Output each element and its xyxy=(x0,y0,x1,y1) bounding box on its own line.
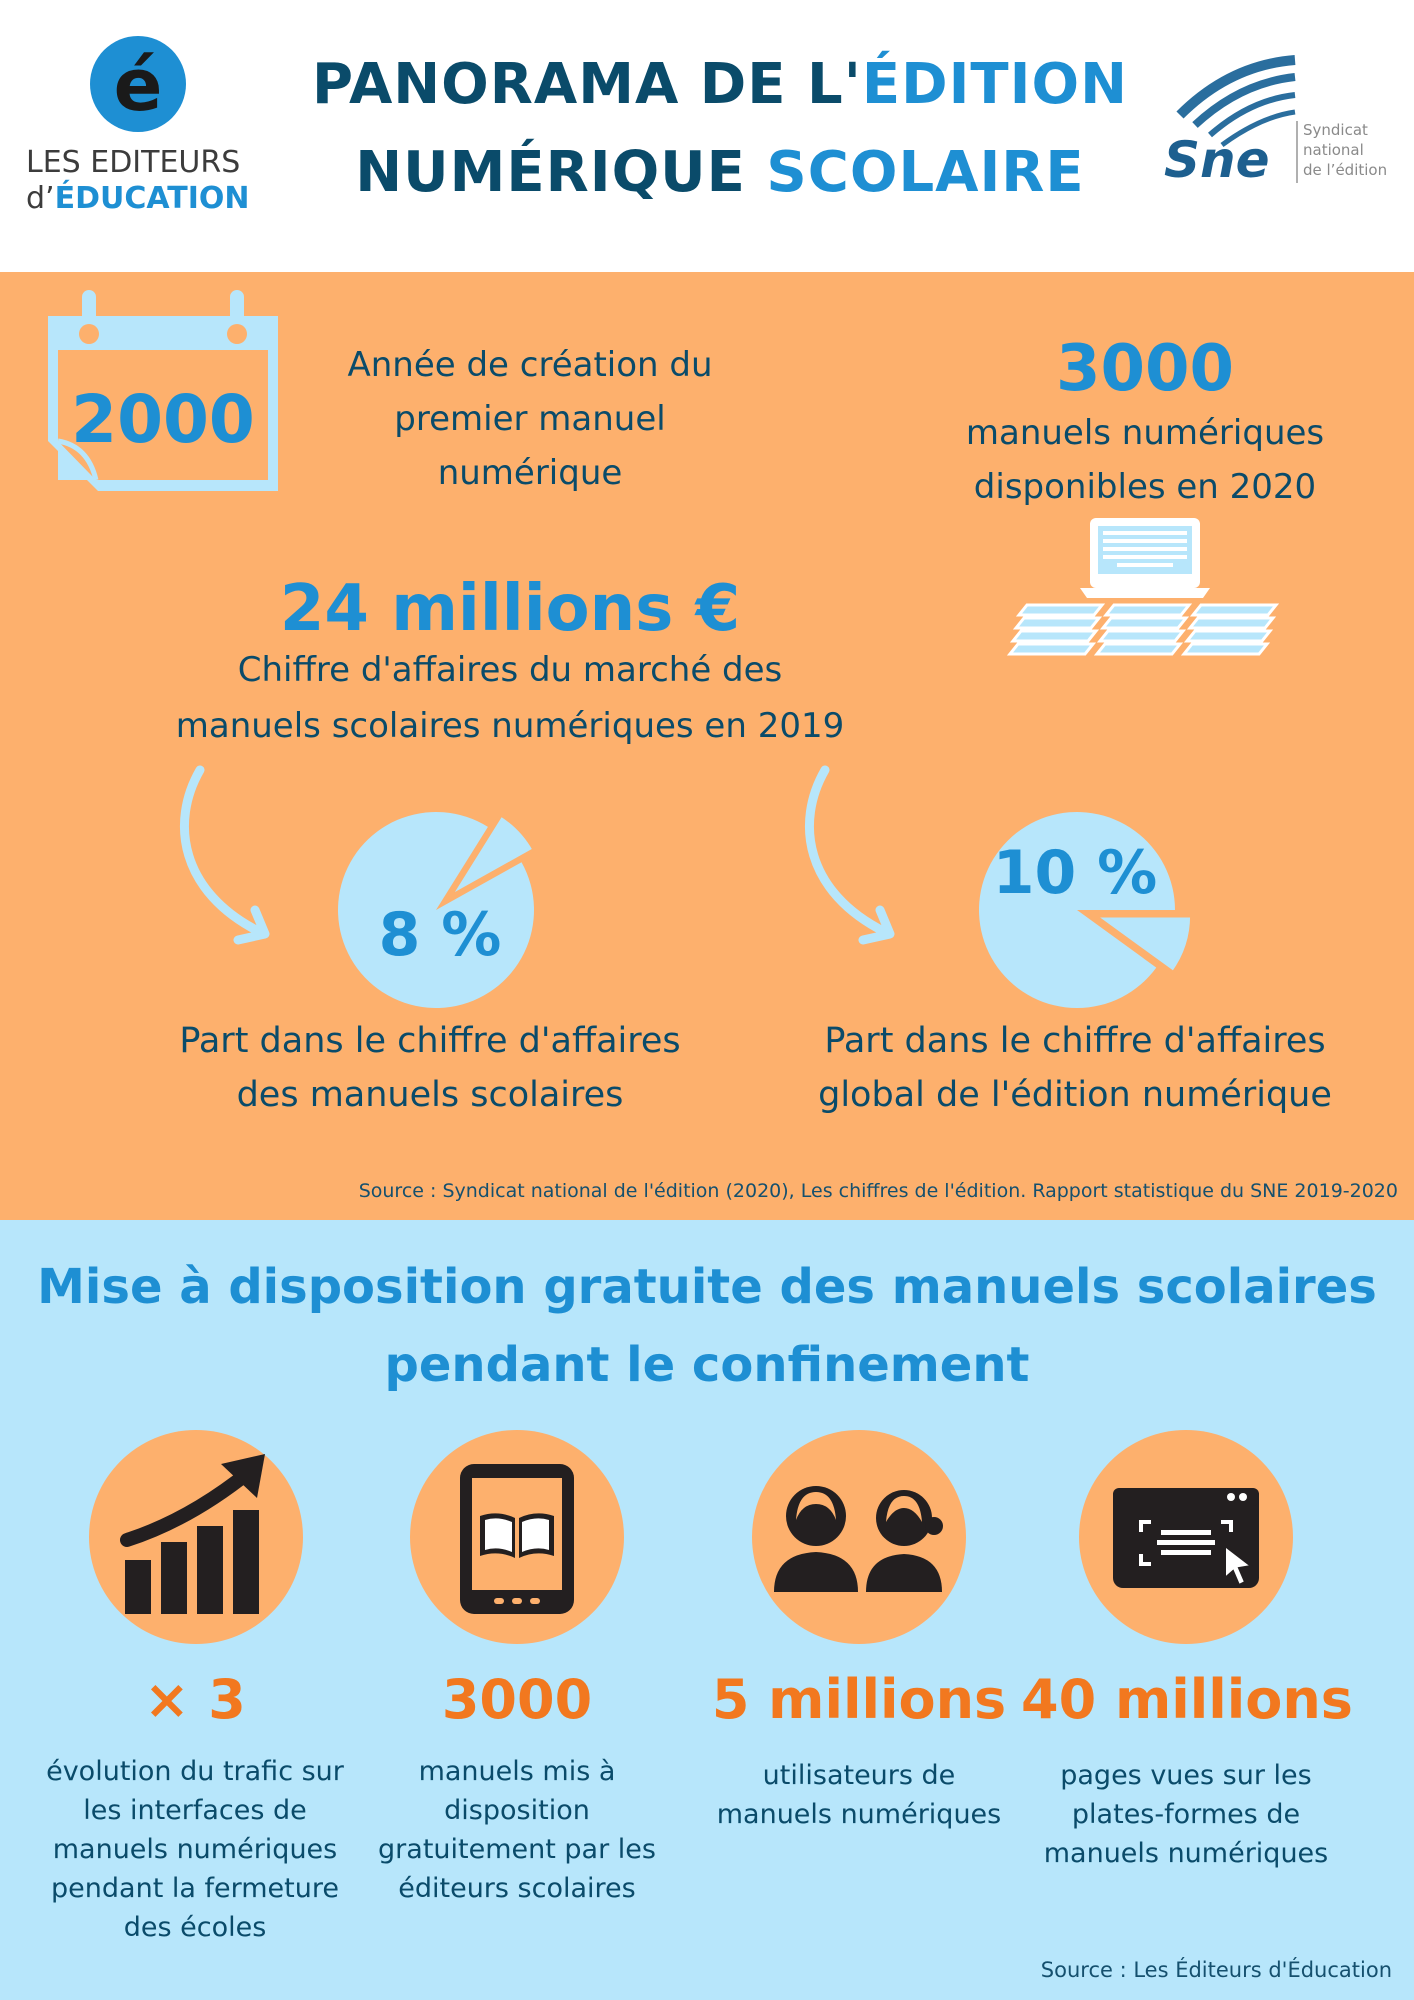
stat-traffic-value: × 3 xyxy=(144,1668,246,1731)
panorama-section xyxy=(0,272,1414,1220)
creation-text-line3: numérique xyxy=(437,453,623,493)
title-line2-accent: SCOLAIRE xyxy=(766,140,1085,205)
confinement-title-line1: Mise à disposition gratuite des manuels scolaires xyxy=(37,1259,1377,1315)
browser-circle xyxy=(1079,1430,1293,1644)
stat-traffic-text-line5: des écoles xyxy=(123,1912,267,1943)
sne-text-line3: de l’édition xyxy=(1303,161,1388,179)
stat-pages-text-line3: manuels numériques xyxy=(1043,1838,1329,1869)
stat-users-value: 5 millions xyxy=(711,1668,1007,1731)
editeurs-education-logo xyxy=(20,28,280,228)
creation-text-line2: premier manuel xyxy=(394,399,666,439)
growth-circle xyxy=(89,1430,303,1644)
share-school-value: 8 % xyxy=(378,900,502,970)
editeurs-logo-mark xyxy=(20,28,280,138)
revenue-text-line2: manuels scolaires numériques en 2019 xyxy=(175,706,845,746)
page-title-line1 xyxy=(290,52,1150,117)
revenue-value: 24 millions € xyxy=(279,572,741,646)
stat-traffic-text xyxy=(30,1752,360,1947)
stat-pages-value: 40 millions xyxy=(1021,1668,1353,1731)
stat-traffic-text-line1: évolution du trafic sur xyxy=(46,1756,344,1787)
sne-divider xyxy=(1296,121,1298,183)
title-line2-main: NUMÉRIQUE xyxy=(355,140,767,205)
laptop-books-icon xyxy=(1005,514,1285,664)
share-digital-value: 10 % xyxy=(992,838,1158,908)
share-digital-text-line2: global de l'édition numérique xyxy=(818,1075,1332,1115)
stat-users-text xyxy=(694,1756,1024,1834)
revenue-text xyxy=(100,642,920,754)
manuals-text-line1: manuels numériques xyxy=(965,413,1325,453)
confinement-title-line2: pendant le confinement xyxy=(384,1337,1030,1393)
page-title-line2 xyxy=(290,140,1150,205)
manuals-text xyxy=(900,406,1390,514)
stat-pages-text-line1: pages vues sur les xyxy=(1060,1760,1312,1791)
share-digital-text-line1: Part dans le chiffre d'affaires xyxy=(824,1021,1326,1061)
arrow-right-icon xyxy=(775,762,915,962)
panorama-source: Source : Syndicat national de l'édition (2020), Les chiffres de l'édition. Rapport statistique du SNE 2019-2020 xyxy=(358,1180,1398,1202)
creation-text-line1: Année de création du xyxy=(347,345,713,385)
stat-manuals-text-line3: gratuitement par les xyxy=(378,1834,656,1865)
logo-text-line2 xyxy=(26,182,250,216)
title-line1-accent: ÉDITION xyxy=(861,52,1128,117)
manuals-text-line2: disponibles en 2020 xyxy=(973,467,1317,507)
browser-window-icon xyxy=(1079,1430,1293,1644)
stat-traffic-text-line2: les interfaces de xyxy=(83,1795,307,1826)
header xyxy=(0,0,1414,272)
stat-manuals-text-line4: éditeurs scolaires xyxy=(398,1873,636,1904)
svg-text:é: é xyxy=(113,43,163,127)
stat-manuals-text-line1: manuels mis à xyxy=(418,1756,616,1787)
calendar-year: 2000 xyxy=(71,381,255,458)
growth-chart-icon xyxy=(89,1430,303,1644)
svg-text:Sne: Sne xyxy=(1164,131,1270,185)
sne-text-line1: Syndicat xyxy=(1303,121,1368,139)
users-icon xyxy=(752,1430,966,1644)
stat-users-text-line1: utilisateurs de xyxy=(762,1760,956,1791)
stat-manuals-text xyxy=(357,1752,677,1908)
users-circle xyxy=(752,1430,966,1644)
logo-text-line1: LES EDITEURS xyxy=(26,145,241,180)
manuals-count: 3000 xyxy=(1055,332,1235,406)
share-school-text-line1: Part dans le chiffre d'affaires xyxy=(179,1021,681,1061)
arrow-left-icon xyxy=(150,762,290,962)
sne-logo xyxy=(1160,55,1405,195)
share-digital-text xyxy=(760,1014,1390,1122)
tablet-circle xyxy=(410,1430,624,1644)
stat-traffic-text-line4: pendant la fermeture xyxy=(51,1873,339,1904)
logo-text-accent: ÉDUCATION xyxy=(54,181,250,216)
creation-text xyxy=(290,338,770,500)
share-school-text-line2: des manuels scolaires xyxy=(236,1075,624,1115)
stat-traffic-text-line3: manuels numériques xyxy=(52,1834,338,1865)
stat-pages-text xyxy=(1021,1756,1351,1873)
confinement-source: Source : Les Éditeurs d'Éducation xyxy=(1040,1958,1392,1982)
confinement-title xyxy=(0,1248,1414,1404)
revenue-text-line1: Chiffre d'affaires du marché des xyxy=(237,650,783,690)
sne-text-line2: national xyxy=(1303,141,1364,159)
title-line1-main: PANORAMA DE L' xyxy=(312,52,862,117)
tablet-book-icon xyxy=(410,1430,624,1644)
stat-manuals-text-line2: disposition xyxy=(444,1795,590,1826)
confinement-section xyxy=(0,1220,1414,2000)
stat-manuals-value: 3000 xyxy=(441,1668,593,1731)
share-school-text xyxy=(120,1014,740,1122)
stat-pages-text-line2: plates-formes de xyxy=(1071,1799,1301,1830)
stat-users-text-line2: manuels numériques xyxy=(716,1799,1002,1830)
sne-logo-mark xyxy=(1160,55,1300,185)
logo-text-prefix: d’ xyxy=(26,181,55,216)
